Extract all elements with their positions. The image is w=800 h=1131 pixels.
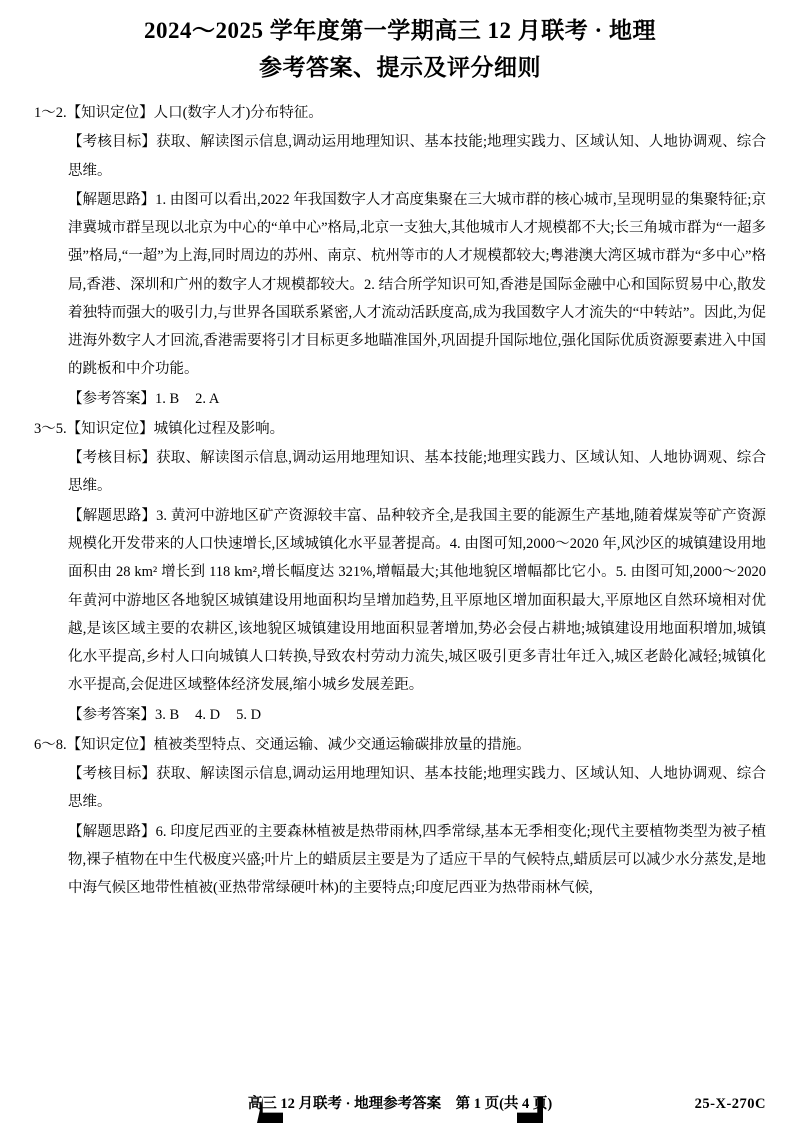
footer-code: 25-X-270C [694,1096,766,1112]
objective-paragraph: 【考核目标】获取、解读图示信息,调动运用地理知识、基本技能;地理实践力、区域认知、人地协调观、综合思维。 [68,766,766,811]
reference-answer-line [34,701,766,729]
answers-content [34,99,766,902]
page-footer [0,1089,800,1123]
objective-paragraph: 【考核目标】获取、解读图示信息,调动运用地理知识、基本技能;地理实践力、区域认知、人地协调观、综合思维。 [68,450,766,495]
reference-answer-item: 2. A [195,390,220,407]
footer-page-label: 高三 12 月联考 · 地理参考答案 第 1 页(共 4 页) [247,1096,553,1112]
solution-paragraph: 【解题思路】1. 由图可以看出,2022 年我国数字人才高度集聚在三大城市群的核心城市,呈现明显的集聚特征;京津冀城市群呈现以北京为中心的“单中心”格局,北京一支独大,其他城市人才规模都不大;长三角城市群为“一超多强”格局,“一超”为上海,同时周边的苏州、南京、杭州等市的人才规模都较大;粤港澳大湾区城市群为“多中心”格局,香港、深圳和广州的数字人才规模都较大。2. 结合所学知识可知,香港是国际金融中心和国际贸易中心,散发着独特而强大的吸引力,与世界各国联系紧密,人才流动活跃度高,成为我国数字人才流失的“中转站”。因此,为促进海外数字人才回流,香港需要将引才目标更多地瞄准国外,巩固提升国际地位,强化国际优质资源要素进入中国的跳板和中介功能。 [68,191,766,378]
objective-paragraph: 【考核目标】获取、解读图示信息,调动运用地理知识、基本技能;地理实践力、区域认知、人地协调观、综合思维。 [68,134,766,179]
page-title-block [34,14,766,85]
question-group [34,415,766,729]
question-group-heading: 3～5.【知识定位】城镇化过程及影响。 [34,420,285,437]
reference-answer-item: 5. D [236,706,262,723]
question-group [34,731,766,903]
reference-answer-item: 1. B [155,390,180,407]
page-title: 2024～2025 学年度第一学期高三 12 月联考 · 地理 [144,18,656,43]
reference-answer-item: 3. B [155,706,180,723]
reference-answer-line [34,385,766,413]
reference-answer-label: 【参考答案】 [68,706,155,723]
question-group-heading: 6～8.【知识定位】植被类型特点、交通运输、减少交通运输碳排放量的措施。 [34,736,531,753]
solution-paragraph: 【解题思路】6. 印度尼西亚的主要森林植被是热带雨林,四季常绿,基本无季相变化;现代主要植物类型为被子植物,裸子植物在中生代极度兴盛;叶片上的蜡质层主要是为了适应干旱的气候特点,蜡质层可以减少水分蒸发,是地中海气候区地带性植被(亚热带常绿硬叶林)的主要特点;印度尼西亚为热带雨林气候, [68,823,766,897]
reference-answer-item: 4. D [195,706,221,723]
question-group-heading: 1～2.【知识定位】人口(数字人才)分布特征。 [34,105,323,121]
solution-paragraph: 【解题思路】3. 黄河中游地区矿产资源较丰富、品种较齐全,是我国主要的能源生产基地,随着煤炭等矿产资源规模化开发带来的人口快速增长,区域城镇化水平显著提高。4. 由图可知,2000～2020 年,风沙区的城镇建设用地面积由 28 km² 增长到 118 km²,增长幅度达 321%,增幅最大;其他地貌区增幅都比它小。5. 由图可知,2000～2020 年黄河中游地区各地貌区城镇建设用地面积均呈增加趋势,且平原地区增加面积最大,平原地区自然环境相对优越,是该区域主要的农耕区,该地貌区城镇建设用地面积显著增加,势必会侵占耕地;城镇建设用地面积增加,城镇化水平提高,乡村人口向城镇人口转换,导致农村劳动力流失,城区吸引更多青壮年迁入,城区老龄化减轻;城镇化水平提高,会促进区域整体经济发展,缩小城乡发展差距。 [68,507,766,694]
page-subtitle: 参考答案、提示及评分细则 [259,54,541,80]
question-group [34,99,766,413]
reference-answer-label: 【参考答案】 [68,390,155,407]
